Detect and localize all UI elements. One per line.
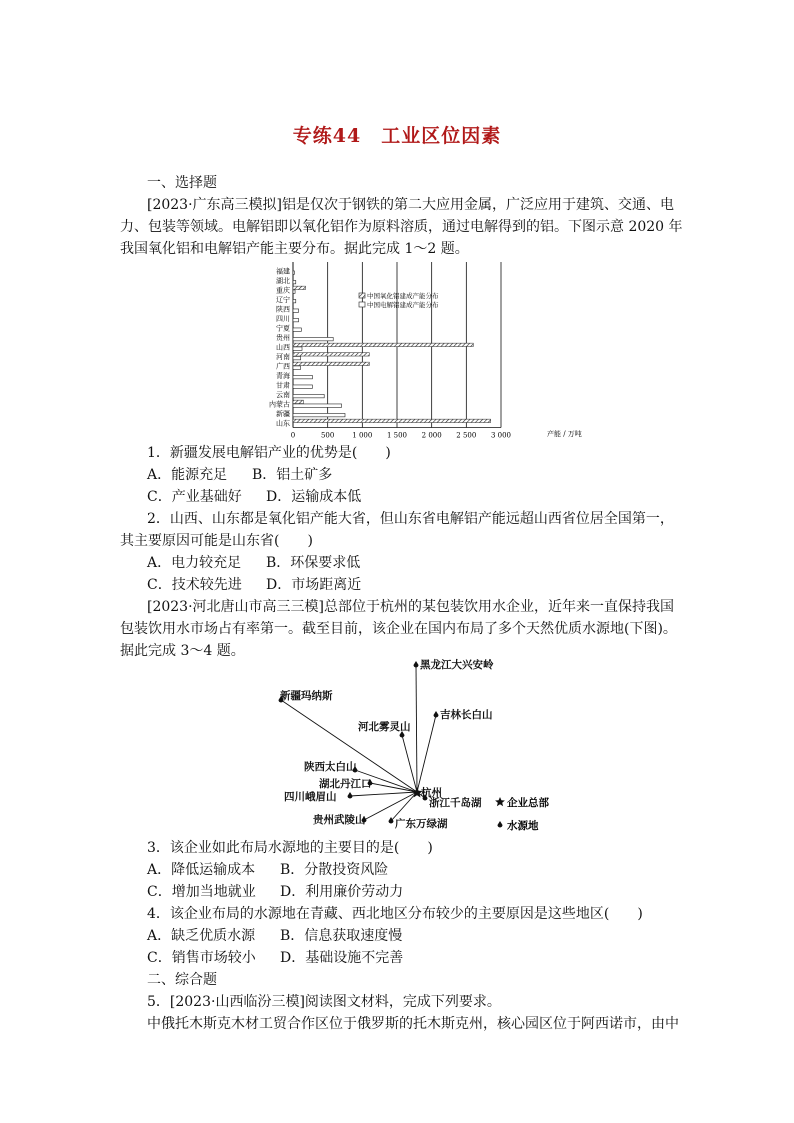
category-label: 陕西 [276, 305, 290, 314]
intro2-line2: 包装饮用水市场占有率第一。截至目前，该企业在国内布局了多个天然优质水源地(下图)。 [120, 621, 677, 637]
bar-electrolytic [293, 404, 342, 407]
q1-option-b: B．铝土矿多 [252, 467, 333, 483]
bar-electrolytic [293, 337, 333, 340]
water-drop-icon [414, 661, 419, 668]
q4-option-b: B．信息获取速度慢 [280, 928, 403, 944]
bar-alumina [293, 362, 369, 365]
category-label: 福建 [276, 267, 290, 276]
bar-electrolytic [293, 375, 312, 378]
x-tick-label: 3 000 [490, 431, 512, 440]
label-hubei: 湖北丹江口 [319, 778, 372, 790]
label-guangdong: 广东万绿湖 [395, 818, 448, 830]
label-shaanxi: 陕西太白山 [304, 761, 357, 773]
category-label: 甘肃 [276, 381, 290, 390]
q4-stem: 4．该企业布局的水源地在青藏、西北地区分布较少的主要原因是这些地区( ) [147, 906, 643, 922]
category-label: 新疆 [276, 409, 290, 418]
bar-electrolytic [293, 309, 299, 312]
bar-alumina [293, 343, 473, 346]
bar-electrolytic [293, 318, 299, 321]
bar-alumina [293, 400, 303, 403]
intro2-line1: [2023·河北唐山市高三三模]总部位于杭州的某包装饮用水企业，近年来一直保持我国 [147, 599, 675, 615]
q1-option-a: A．能源充足 [147, 467, 228, 483]
category-label: 湖北 [276, 276, 290, 285]
category-label: 广西 [276, 362, 290, 371]
section-heading-choice: 一、选择题 [147, 175, 217, 191]
bar-electrolytic [293, 413, 345, 416]
category-label: 重庆 [276, 286, 290, 295]
legend-swatch-alumina [359, 293, 365, 298]
bar-electrolytic [293, 356, 301, 359]
bar-electrolytic [293, 271, 294, 274]
q2-stem-line1: 2．山西、山东都是氧化铝产能大省，但山东省电解铝产能远超山西省位居全国第一， [147, 511, 674, 527]
label-hub: 杭州 [421, 787, 442, 799]
q4-option-c: C．销售市场较小 [147, 950, 256, 966]
legend-label-electrolytic: 中国电解铝建成产能分布 [367, 301, 439, 309]
label-guizhou: 贵州武陵山 [313, 814, 366, 826]
category-label: 山西 [276, 343, 290, 352]
bar-electrolytic [293, 394, 324, 397]
q2-stem-line2: 其主要原因可能是山东省( ) [120, 533, 313, 549]
bar-electrolytic [293, 347, 302, 350]
label-jilin: 吉林长白山 [440, 709, 493, 721]
category-label: 青海 [276, 371, 290, 380]
label-xinjiang: 新疆玛纳斯 [280, 690, 333, 702]
legend-source-label: 水源地 [507, 820, 539, 832]
category-label: 山东 [276, 419, 290, 428]
bar-electrolytic [293, 385, 312, 388]
x-tick-label: 2 500 [456, 431, 477, 440]
q3-stem: 3．该企业如此布局水源地的主要目的是( ) [147, 840, 433, 856]
intro1-line3: 我国氧化铝和电解铝产能主要分布。据此完成 1～2 题。 [120, 241, 469, 257]
q2-option-c: C．技术较先进 [147, 577, 242, 593]
x-axis-label: 产能 / 万吨 [547, 430, 582, 438]
bar-electrolytic [293, 366, 301, 369]
intro2-line3: 据此完成 3～4 题。 [120, 643, 245, 659]
label-sichuan: 四川峨眉山 [284, 791, 337, 803]
label-zhejiang: 浙江千岛湖 [429, 797, 482, 809]
intro1-line2: 力、包装等领域。电解铝即以氧化铝作为原料溶质，通过电解得到的铝。下图示意 2020 年 [120, 219, 683, 235]
bar-electrolytic [293, 299, 296, 302]
label-hebei: 河北雾灵山 [358, 721, 411, 733]
bar-alumina [293, 353, 369, 356]
q2-option-d: D．市场距离近 [266, 577, 362, 593]
category-label: 内蒙古 [269, 400, 290, 409]
star-icon [495, 797, 505, 806]
water-drop-icon [498, 821, 503, 828]
legend-hq-label: 企业总部 [507, 797, 549, 809]
q3-option-a: A．降低运输成本 [147, 862, 256, 878]
bar-electrolytic [293, 328, 301, 331]
q3-option-d: D．利用廉价劳动力 [280, 884, 404, 900]
bar-electrolytic [293, 280, 296, 283]
intro1-line1: [2023·广东高三模拟]铝是仅次于钢铁的第二大应用金属，广泛应用于建筑、交通、电 [147, 197, 675, 213]
q4-option-d: D．基础设施不完善 [280, 950, 404, 966]
bar-alumina [293, 286, 305, 289]
q5-text: 中俄托木斯克木材工贸合作区位于俄罗斯的托木斯克州，核心园区位于阿西诺市，由中 [147, 1016, 679, 1032]
legend-label-alumina: 中国氧化铝建成产能分布 [367, 292, 439, 300]
capacity-bar-chart [262, 262, 582, 442]
bar-electrolytic [293, 290, 295, 293]
q1-option-d: D．运输成本低 [266, 489, 362, 505]
category-label: 四川 [276, 314, 290, 323]
bar-alumina [293, 419, 491, 422]
q3-option-b: B．分散投资风险 [280, 862, 389, 878]
q2-option-a: A．电力较充足 [147, 555, 242, 571]
x-tick-label: 1 000 [352, 431, 373, 440]
section-heading-comprehensive: 二、综合题 [147, 972, 217, 988]
legend-swatch-electrolytic [359, 302, 365, 307]
x-tick-label: 500 [320, 431, 335, 440]
category-label: 贵州 [276, 333, 290, 342]
category-label: 宁夏 [276, 324, 290, 333]
x-tick-label: 1 500 [386, 431, 408, 440]
water-source-diagram [270, 655, 570, 835]
q5-stem: 5．[2023·山西临汾三模]阅读图文材料，完成下列要求。 [147, 994, 501, 1010]
q2-option-b: B．环保要求低 [266, 555, 361, 571]
category-label: 云南 [276, 390, 290, 399]
category-label: 辽宁 [276, 295, 290, 304]
label-heilongjiang: 黑龙江大兴安岭 [420, 659, 494, 671]
q3-option-c: C．增加当地就业 [147, 884, 256, 900]
q4-option-a: A．缺乏优质水源 [147, 928, 256, 944]
x-tick-label: 2 000 [421, 431, 442, 440]
water-drop-icon [389, 817, 394, 824]
page-title: 专练44 工业区位因素 [292, 125, 502, 147]
category-label: 河南 [276, 352, 290, 361]
x-tick-label: 0 [290, 431, 296, 440]
q1-stem: 1．新疆发展电解铝产业的优势是( ) [147, 445, 391, 461]
chart-legend [359, 291, 439, 309]
q1-option-c: C．产业基础好 [147, 489, 242, 505]
water-drop-icon [348, 792, 353, 799]
water-drop-icon [434, 711, 439, 718]
diagram-legend [495, 796, 549, 832]
